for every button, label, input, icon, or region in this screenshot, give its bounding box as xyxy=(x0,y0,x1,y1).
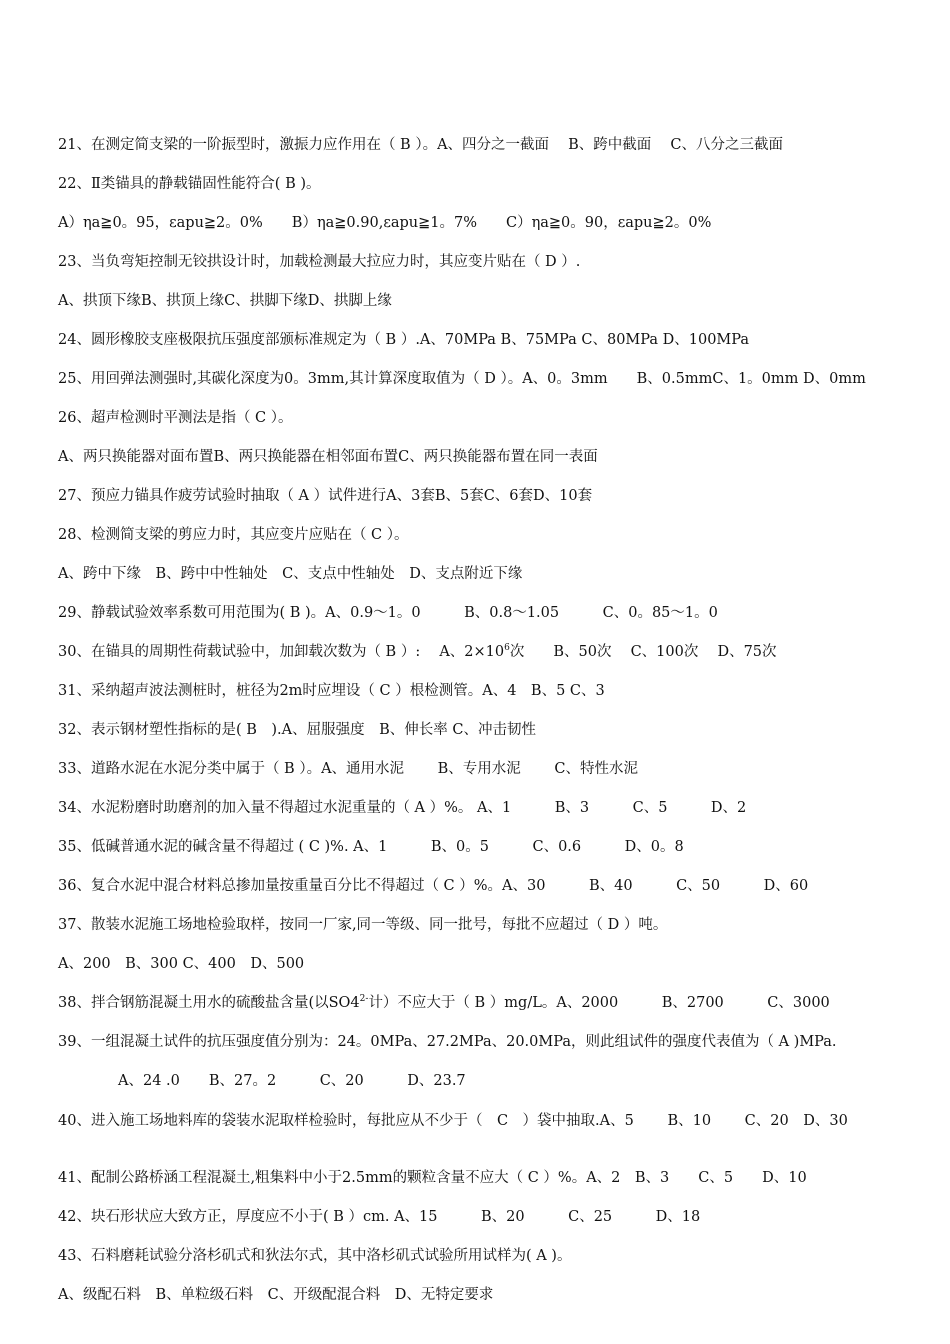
question-27: 27、预应力锚具作疲劳试验时抽取（ A ）试件进行A、3套B、5套C、6套D、10套 xyxy=(58,488,593,504)
question-32: 32、表示钢材塑性指标的是( B ).A、屈服强度 B、伸长率 C、冲击韧性 xyxy=(58,722,536,738)
question-24: 24、圆形橡胶支座极限抗压强度部颁标准规定为（ B ）.A、70MPa B、75MPa C、80MPa D、100MPa xyxy=(58,332,750,348)
question-34: 34、水泥粉磨时助磨剂的加入量不得超过水泥重量的（ A ）%。 A、1 B、3 C、5 D、2 xyxy=(58,800,747,816)
question-40: 40、进入施工场地料库的袋装水泥取样检验时，每批应从不少于（ C ）袋中抽取.A、5 B、10 C、20 D、30 xyxy=(58,1113,848,1129)
question-38-superscript: 2- xyxy=(359,994,369,1005)
question-39-options: A、24 .0 B、27。2 C、20 D、23.7 xyxy=(118,1073,466,1089)
question-30-text: 30、在锚具的周期性荷载试验中，加卸载次数为（ B ）: A、2×10 xyxy=(58,644,505,660)
question-37-options: A、200 B、300 C、400 D、500 xyxy=(58,956,305,972)
question-38 xyxy=(58,993,908,1013)
question-41: 41、配制公路桥涵工程混凝土,粗集料中小于2.5mm的颗粒含量不应大（ C ）%。A、2 B、3 C、5 D、10 xyxy=(58,1170,807,1186)
question-36: 36、复合水泥中混合材料总掺加量按重量百分比不得超过（ C ）%。A、30 B、40 C、50 D、60 xyxy=(58,878,809,894)
question-38-text: 38、拌合钢筋混凝土用水的硫酸盐含量(以SO4 xyxy=(58,995,360,1011)
question-43-options: A、级配石料 B、单粒级石料 C、开级配混合料 D、无特定要求 xyxy=(58,1287,494,1303)
question-42: 42、块石形状应大致方正，厚度应不小于( B ）cm. A、15 B、20 C、25 D、18 xyxy=(58,1209,701,1225)
question-28: 28、检测简支梁的剪应力时，其应变片应贴在（ C ）。 xyxy=(58,527,409,543)
question-23-options: A、拱顶下缘B、拱顶上缘C、拱脚下缘D、拱脚上缘 xyxy=(58,293,392,309)
question-30-options: 次 B、50次 C、100次 D、75次 xyxy=(509,644,777,660)
question-43: 43、石料磨耗试验分洛杉矶式和狄法尔式，其中洛杉矶式试验所用试样为( A )。 xyxy=(58,1248,572,1264)
question-37: 37、散装水泥施工场地检验取样，按同一厂家,同一等级、同一批号，每批不应超过（ D ）吨。 xyxy=(58,917,668,933)
question-33: 33、道路水泥在水泥分类中属于（ B ）。A、通用水泥 B、专用水泥 C、特性水泥 xyxy=(58,761,639,777)
question-22-options: A）ηa≧0。95，εapu≧2。0% B）ηa≧0.90,εapu≧1。7% C）ηa≧0。90，εapu≧2。0% xyxy=(58,215,712,231)
question-31: 31、采纳超声波法测桩时，桩径为2m时应埋设（ C ）根检测管。A、4 B、5 C、3 xyxy=(58,683,605,699)
question-26-options: A、两只换能器对面布置B、两只换能器在相邻面布置C、两只换能器布置在同一表面 xyxy=(58,449,598,465)
question-39: 39、一组混凝土试件的抗压强度值分别为：24。0MPa、27.2MPa、20.0MPa，则此组试件的强度代表值为（ A )MPa. xyxy=(58,1034,837,1050)
question-28-options: A、跨中下缘 B、跨中中性轴处 C、支点中性轴处 D、支点附近下缘 xyxy=(58,566,523,582)
question-23: 23、当负弯矩控制无铰拱设计时，加载检测最大拉应力时，其应变片贴在（ D ）. xyxy=(58,254,581,270)
question-29: 29、静载试验效率系数可用范围为( B )。A、0.9～1。0 B、0.8～1.05 C、0。85～1。0 xyxy=(58,605,718,621)
question-25: 25、用回弹法测强时,其碳化深度为0。3mm,其计算深度取值为（ D ）。A、0。3mm B、0.5mmC、1。0mm D、0mm xyxy=(58,371,866,387)
question-35: 35、低碱普通水泥的碱含量不得超过 ( C )%. A、1 B、0。5 C、0.6 D、0。8 xyxy=(58,839,684,855)
question-38-options: 计）不应大于（ B ）mg/L。A、2000 B、2700 C、3000 xyxy=(368,995,830,1011)
question-30-exponent: 6 xyxy=(504,643,510,654)
question-30 xyxy=(58,642,908,662)
question-26: 26、超声检测时平测法是指（ C ）。 xyxy=(58,410,293,426)
question-21: 21、在测定简支梁的一阶振型时，激振力应作用在（ B ）。A、四分之一截面 B、跨中截面 C、八分之三截面 xyxy=(58,137,784,153)
question-22: 22、Ⅱ类锚具的静载锚固性能符合( B )。 xyxy=(58,176,321,192)
